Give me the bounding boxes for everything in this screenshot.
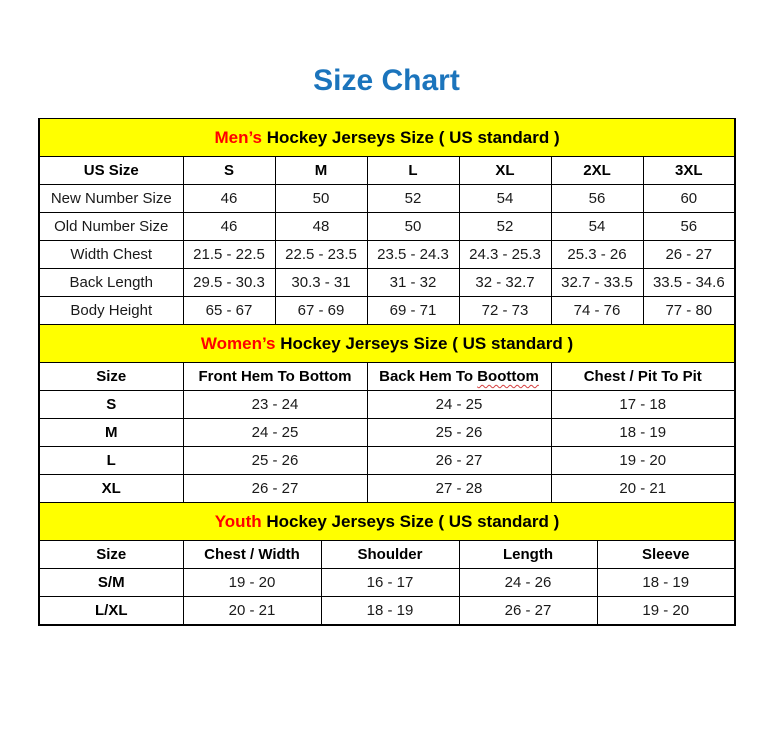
section-title-rest: Hockey Jerseys Size ( US standard ) [275, 333, 574, 353]
size-table-youth [38, 502, 736, 626]
row-label-cell: Back Length [39, 269, 183, 297]
value-cell: 26 - 27 [643, 241, 735, 269]
value-cell: 16 - 17 [321, 569, 459, 597]
value-cell: 22.5 - 23.5 [275, 241, 367, 269]
section-title-youth [39, 503, 735, 541]
value-cell: 56 [551, 185, 643, 213]
value-cell: 24 - 26 [459, 569, 597, 597]
size-table-womens [38, 324, 736, 504]
table-row [39, 297, 735, 326]
column-header-cell: 3XL [643, 157, 735, 185]
section-header-row [39, 325, 735, 363]
table-row [39, 597, 735, 626]
row-label-cell: Old Number Size [39, 213, 183, 241]
size-tables-container [38, 118, 735, 626]
value-cell: 50 [275, 185, 367, 213]
value-cell: 25.3 - 26 [551, 241, 643, 269]
value-cell: 25 - 26 [183, 447, 367, 475]
column-header-cell: Size [39, 363, 183, 391]
value-cell: 72 - 73 [459, 297, 551, 326]
column-header-cell: Size [39, 541, 183, 569]
section-title-mens [39, 119, 735, 157]
value-cell: 33.5 - 34.6 [643, 269, 735, 297]
section-title-highlight: Women’s [200, 333, 276, 353]
value-cell: 32.7 - 33.5 [551, 269, 643, 297]
column-header-cell: Chest / Pit To Pit [551, 363, 735, 391]
value-cell: 50 [367, 213, 459, 241]
value-cell: 74 - 76 [551, 297, 643, 326]
column-header-cell: Front Hem To Bottom [183, 363, 367, 391]
value-cell: 30.3 - 31 [275, 269, 367, 297]
value-cell: 26 - 27 [183, 475, 367, 504]
table-row [39, 569, 735, 597]
row-label-cell: Body Height [39, 297, 183, 326]
value-cell: 60 [643, 185, 735, 213]
value-cell: 52 [459, 213, 551, 241]
column-header-cell [367, 363, 551, 391]
column-header-cell: XL [459, 157, 551, 185]
value-cell: 19 - 20 [551, 447, 735, 475]
row-label-cell: XL [39, 475, 183, 504]
section-title-rest: Hockey Jerseys Size ( US standard ) [261, 511, 560, 531]
value-cell: 20 - 21 [183, 597, 321, 626]
row-label-cell: L [39, 447, 183, 475]
column-header-row [39, 157, 735, 185]
value-cell: 24.3 - 25.3 [459, 241, 551, 269]
value-cell: 52 [367, 185, 459, 213]
value-cell: 24 - 25 [183, 419, 367, 447]
value-cell: 21.5 - 22.5 [183, 241, 275, 269]
value-cell: 27 - 28 [367, 475, 551, 504]
value-cell: 26 - 27 [367, 447, 551, 475]
value-cell: 29.5 - 30.3 [183, 269, 275, 297]
column-header-row [39, 541, 735, 569]
size-chart-page [38, 62, 735, 626]
misspelled-word: Boottom [477, 368, 539, 385]
value-cell: 25 - 26 [367, 419, 551, 447]
value-cell: 54 [459, 185, 551, 213]
column-header-cell: M [275, 157, 367, 185]
section-title-womens [39, 325, 735, 363]
value-cell: 46 [183, 213, 275, 241]
value-cell: 19 - 20 [597, 597, 735, 626]
row-label-cell: S/M [39, 569, 183, 597]
value-cell: 46 [183, 185, 275, 213]
table-row [39, 269, 735, 297]
column-header-cell: Chest / Width [183, 541, 321, 569]
row-label-cell: S [39, 391, 183, 419]
value-cell: 26 - 27 [459, 597, 597, 626]
table-row [39, 419, 735, 447]
section-header-row [39, 119, 735, 157]
value-cell: 77 - 80 [643, 297, 735, 326]
size-table-mens [38, 118, 736, 326]
row-label-cell: Width Chest [39, 241, 183, 269]
column-header-cell: Sleeve [597, 541, 735, 569]
table-row [39, 241, 735, 269]
section-title-highlight: Youth [214, 511, 262, 531]
table-row [39, 447, 735, 475]
column-header-cell: L [367, 157, 459, 185]
row-label-cell: L/XL [39, 597, 183, 626]
column-header-cell: S [183, 157, 275, 185]
value-cell: 20 - 21 [551, 475, 735, 504]
value-cell: 65 - 67 [183, 297, 275, 326]
value-cell: 19 - 20 [183, 569, 321, 597]
row-label-cell: New Number Size [39, 185, 183, 213]
value-cell: 32 - 32.7 [459, 269, 551, 297]
row-label-cell: M [39, 419, 183, 447]
table-row [39, 475, 735, 504]
section-title-rest: Hockey Jerseys Size ( US standard ) [262, 127, 560, 147]
value-cell: 69 - 71 [367, 297, 459, 326]
value-cell: 17 - 18 [551, 391, 735, 419]
value-cell: 31 - 32 [367, 269, 459, 297]
table-row [39, 391, 735, 419]
column-header-cell: 2XL [551, 157, 643, 185]
value-cell: 23 - 24 [183, 391, 367, 419]
value-cell: 67 - 69 [275, 297, 367, 326]
value-cell: 54 [551, 213, 643, 241]
value-cell: 18 - 19 [597, 569, 735, 597]
value-cell: 18 - 19 [551, 419, 735, 447]
column-header-cell: Shoulder [321, 541, 459, 569]
column-header-cell: Length [459, 541, 597, 569]
section-title-highlight: Men’s [214, 127, 262, 147]
value-cell: 24 - 25 [367, 391, 551, 419]
column-header-row [39, 363, 735, 391]
value-cell: 18 - 19 [321, 597, 459, 626]
value-cell: 48 [275, 213, 367, 241]
value-cell: 23.5 - 24.3 [367, 241, 459, 269]
column-header-text: Back Hem To [379, 368, 478, 385]
value-cell: 56 [643, 213, 735, 241]
column-header-cell: US Size [39, 157, 183, 185]
table-row [39, 185, 735, 213]
section-header-row [39, 503, 735, 541]
page-title: Size Chart [313, 64, 460, 97]
table-row [39, 213, 735, 241]
